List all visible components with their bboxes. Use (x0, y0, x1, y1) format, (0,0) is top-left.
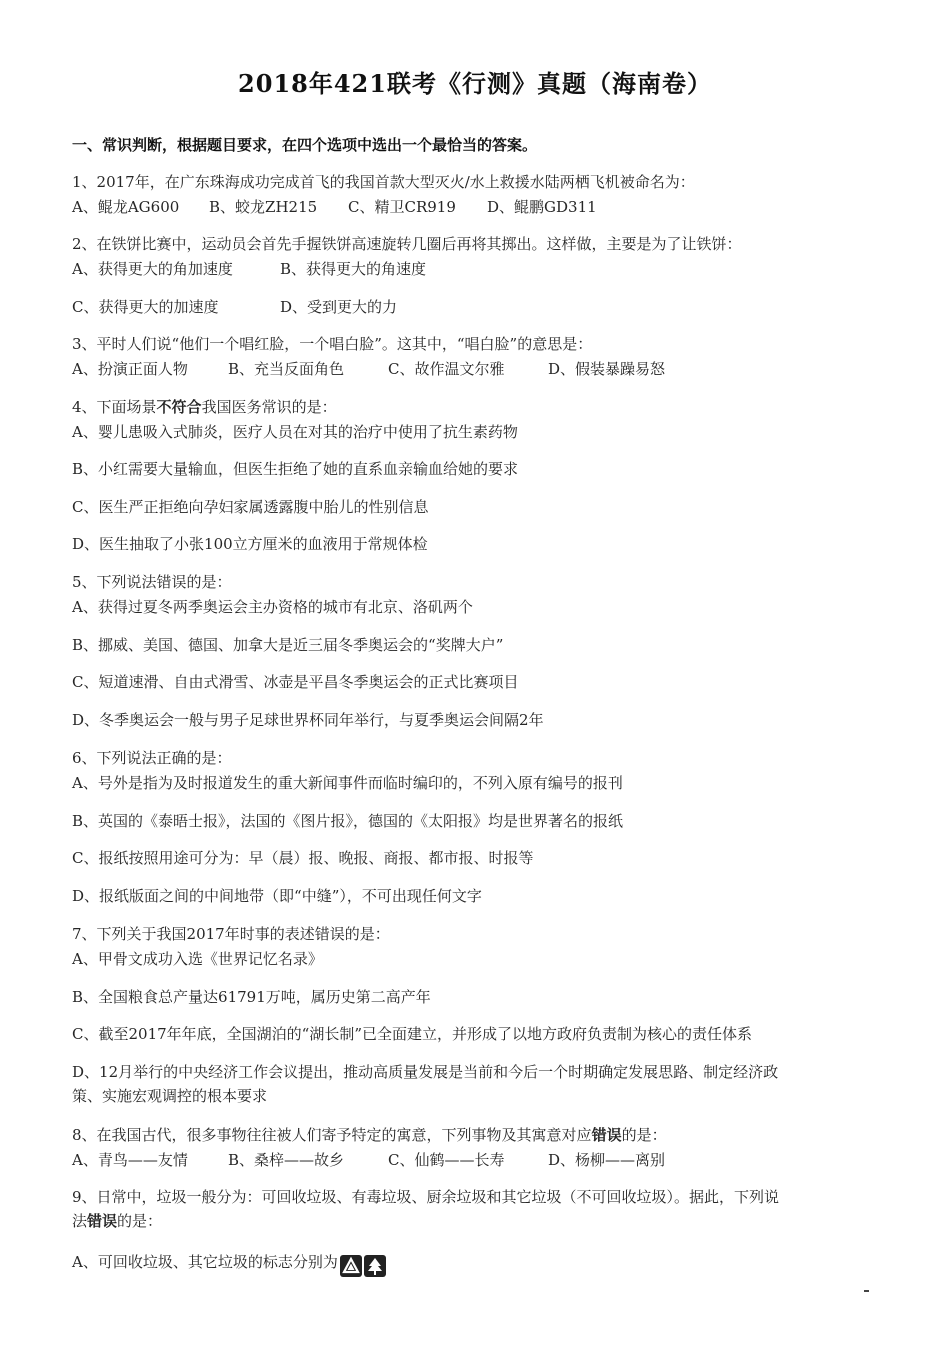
waste-sign-icons (340, 1255, 388, 1277)
stem-text: 的是： (621, 1126, 667, 1144)
question-2-options-row2 (72, 296, 397, 318)
question-9-stem-line2 (72, 1210, 162, 1232)
option-d: D、鲲鹏GD311 (487, 198, 597, 216)
option-b: B、获得更大的角速度 (280, 260, 427, 278)
option-a: A、鲲龙AG600 (72, 198, 180, 216)
option-a: A、扮演正面人物 (72, 360, 188, 378)
option-c: C、精卫CR919 (348, 198, 456, 216)
question-5-option-d: D、冬季奥运会一般与男子足球世界杯同年举行，与夏季奥运会间隔2年 (72, 711, 544, 729)
question-5-stem: 5、下列说法错误的是： (72, 573, 232, 591)
question-6-option-b: B、英国的《泰晤士报》，法国的《图片报》，德国的《太阳报》均是世界著名的报纸 (72, 812, 624, 830)
question-8-stem (72, 1124, 667, 1146)
option-c: C、获得更大的加速度 (72, 298, 219, 316)
stem-text: 法 (72, 1212, 88, 1230)
option-b: B、蛟龙ZH215 (209, 198, 318, 216)
option-b: B、充当反面角色 (228, 360, 345, 378)
question-5-option-b: B、挪威、美国、德国、加拿大是近三届冬季奥运会的“奖牌大户” (72, 636, 504, 654)
recycle-triangle-icon (340, 1255, 362, 1277)
option-d: D、杨柳——离别 (548, 1151, 666, 1169)
question-9-stem-line1: 9、日常中，垃圾一般分为：可回收垃圾、有毒垃圾、厨余垃圾和其它垃圾（不可回收垃圾）。据此，下列说 (72, 1188, 780, 1206)
option-a-text: A、可回收垃圾、其它垃圾的标志分别为 (72, 1253, 338, 1271)
option-a: A、获得更大的角加速度 (72, 260, 233, 278)
question-4-option-d: D、医生抽取了小张100立方厘米的血液用于常规体检 (72, 535, 428, 553)
option-c: C、故作温文尔雅 (388, 360, 505, 378)
question-4-option-c: C、医生严正拒绝向孕妇家属透露腹中胎儿的性别信息 (72, 498, 429, 516)
question-7-option-d-line1: D、12月举行的中央经济工作会议提出，推动高质量发展是当前和今后一个时期确定发展思路、制定经济政 (72, 1063, 779, 1081)
option-c: C、仙鹤——长寿 (388, 1151, 505, 1169)
question-3-options (72, 358, 665, 380)
option-a: A、青鸟——友情 (72, 1151, 188, 1169)
question-2-stem: 2、在铁饼比赛中，运动员会首先手握铁饼高速旋转几圈后再将其掷出。这样做，主要是为了让铁饼： (72, 235, 742, 253)
stem-emphasis: 不符合 (156, 398, 202, 416)
question-5-option-c: C、短道速滑、自由式滑雪、冰壶是平昌冬季奥运会的正式比赛项目 (72, 673, 519, 691)
option-d: D、假装暴躁易怒 (548, 360, 666, 378)
option-d: D、受到更大的力 (280, 298, 398, 316)
stem-emphasis: 错误 (87, 1212, 118, 1230)
stem-emphasis: 错误 (591, 1126, 622, 1144)
question-4-stem (72, 396, 337, 418)
stem-text: 8、在我国古代，很多事物往往被人们寄予特定的寓意，下列事物及其寓意对应 (72, 1126, 592, 1144)
question-7-option-c: C、截至2017年年底，全国湖泊的“湖长制”已全面建立，并形成了以地方政府负责制为核心的责任体系 (72, 1025, 752, 1043)
question-6-option-a: A、号外是指为及时报道发生的重大新闻事件而临时编印的，不列入原有编号的报刊 (72, 774, 623, 792)
question-5-option-a: A、获得过夏冬两季奥运会主办资格的城市有北京、洛矶两个 (72, 598, 473, 616)
question-9-option-a (72, 1251, 388, 1277)
question-6-option-d: D、报纸版面之间的中间地带（即“中缝”），不可出现任何文字 (72, 887, 482, 905)
question-7-option-b: B、全国粮食总产量达61791万吨，属历史第二高产年 (72, 988, 431, 1006)
stem-text: 的是： (117, 1212, 163, 1230)
question-2-options-row1 (72, 258, 426, 280)
question-7-option-a: A、甲骨文成功入选《世界记忆名录》 (72, 950, 323, 968)
question-7-option-d-line2: 策、实施宏观调控的根本要求 (72, 1087, 268, 1105)
page-title: 2018年421联考《行测》真题（海南卷） (238, 69, 712, 98)
question-7-stem: 7、下列关于我国2017年时事的表述错误的是： (72, 925, 390, 943)
question-1-options (72, 196, 597, 218)
question-3-stem: 3、平时人们说“他们一个唱红脸，一个唱白脸”。这其中，“唱白脸”的意思是： (72, 335, 593, 353)
question-4-option-b: B、小红需要大量输血，但医生拒绝了她的直系血亲输血给她的要求 (72, 460, 519, 478)
tree-icon (364, 1255, 386, 1277)
stem-text: 我国医务常识的是： (201, 398, 337, 416)
question-6-stem: 6、下列说法正确的是： (72, 749, 232, 767)
question-8-options (72, 1149, 665, 1171)
question-6-option-c: C、报纸按照用途可分为：早（晨）报、晚报、商报、都市报、时报等 (72, 849, 534, 867)
section-heading: 一、常识判断，根据题目要求，在四个选项中选出一个最恰当的答案。 (72, 136, 538, 154)
page-mark (864, 1290, 869, 1292)
question-4-option-a: A、婴儿患吸入式肺炎，医疗人员在对其的治疗中使用了抗生素药物 (72, 423, 518, 441)
stem-text: 4、下面场景 (72, 398, 157, 416)
question-1-stem: 1、2017年，在广东珠海成功完成首飞的我国首款大型灭火/水上救援水陆两栖飞机被命名为： (72, 173, 695, 191)
option-b: B、桑梓——故乡 (228, 1151, 345, 1169)
